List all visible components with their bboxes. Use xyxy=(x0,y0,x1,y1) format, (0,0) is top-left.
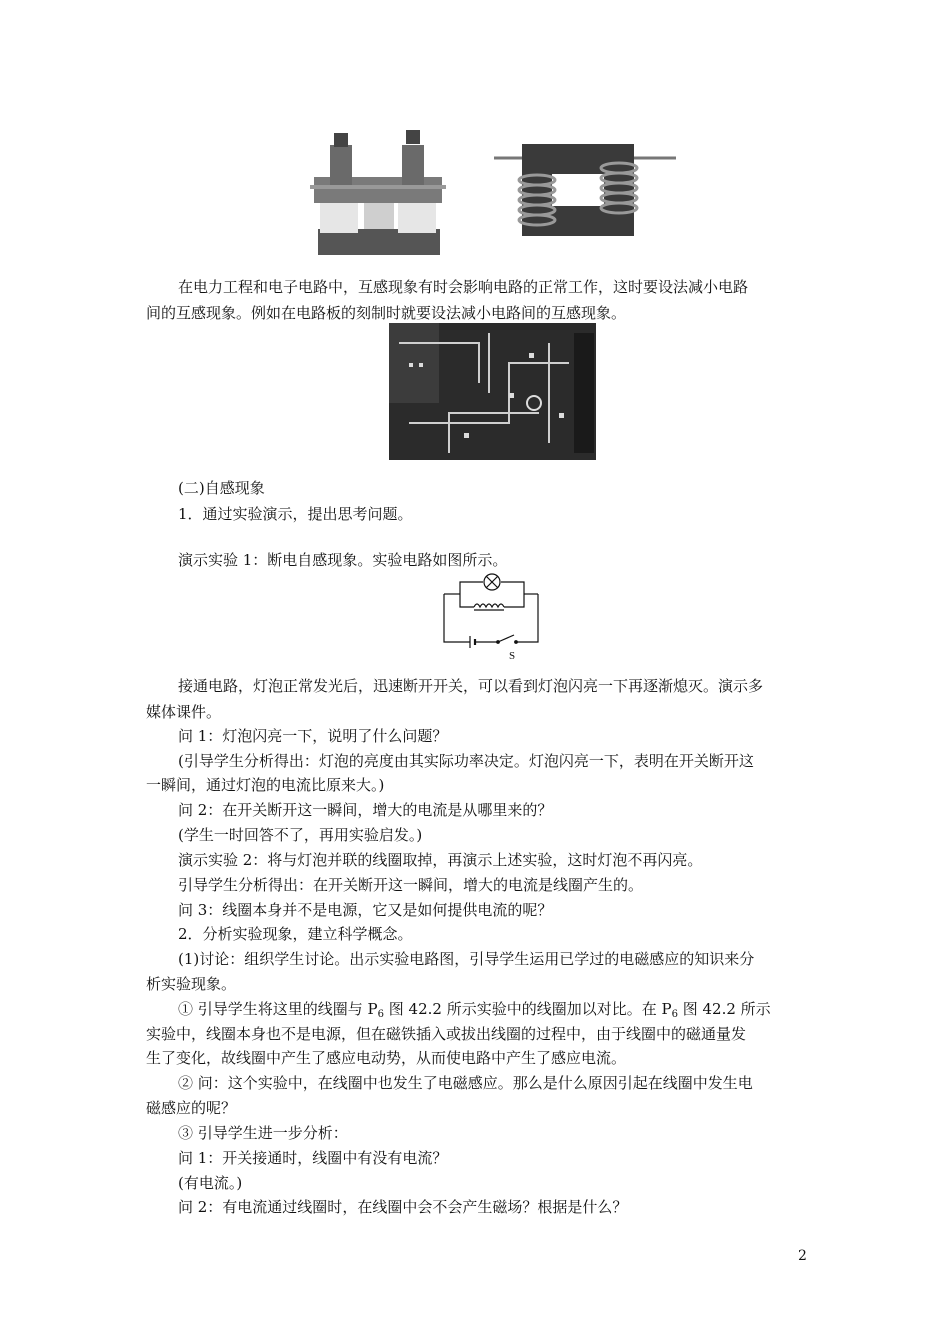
list-item: 1．通过实验演示，提出思考问题。 xyxy=(178,505,413,523)
body-line xyxy=(178,999,771,1025)
page-number: 2 xyxy=(798,1248,807,1264)
body-line: 问 2：在开关断开这一瞬间，增大的电流是从哪里来的？ xyxy=(178,801,553,819)
body-line: (1)讨论：组织学生讨论。出示实验电路图，引导学生运用已学过的电磁感应的知识来分 xyxy=(178,950,755,968)
body-line: 媒体课件。 xyxy=(146,703,222,721)
body-line: ② 问：这个实验中，在线圈中也发生了电磁感应。那么是什么原因引起在线圈中发生电 xyxy=(178,1074,753,1092)
text-span: 图 42.2 所示 xyxy=(677,1000,771,1018)
circuit-diagram xyxy=(440,572,544,662)
body-line: 2．分析实验现象，建立科学概念。 xyxy=(178,925,413,943)
subscript: 6 xyxy=(377,1009,385,1020)
body-line: 一瞬间，通过灯泡的电流比原来大。) xyxy=(146,776,385,794)
paragraph-line: 间的互感现象。例如在电路板的刻制时就要设法减小电路间的互感现象。 xyxy=(146,304,627,322)
body-line: 引导学生分析得出：在开关断开这一瞬间，增大的电流是线圈产生的。 xyxy=(178,876,644,894)
coil-core-photo xyxy=(494,138,676,240)
switch-label: S xyxy=(509,650,516,662)
body-line: (有电流。) xyxy=(178,1174,243,1192)
section-heading: (二)自感现象 xyxy=(178,479,265,497)
demo-caption: 演示实验 1：断电自感现象。实验电路如图所示。 xyxy=(178,551,508,569)
body-line: 磁感应的呢？ xyxy=(146,1099,237,1117)
subscript: 6 xyxy=(671,1009,678,1020)
body-line: 问 1：开关接通时，线圈中有没有电流？ xyxy=(178,1149,448,1167)
text-span: ① 引导学生将这里的线圈与 P xyxy=(178,1000,378,1018)
circuit-board-photo xyxy=(389,323,596,460)
body-line: 演示实验 2：将与灯泡并联的线圈取掉，再演示上述实验，这时灯泡不再闪亮。 xyxy=(178,851,703,869)
body-line: (引导学生分析得出：灯泡的亮度由其实际功率决定。灯泡闪亮一下，表明在开关断开这 xyxy=(178,752,754,770)
paragraph-line: 在电力工程和电子电路中，互感现象有时会影响电路的正常工作，这时要设法减小电路 xyxy=(178,278,749,296)
body-line: 实验中，线圈本身也不是电源，但在磁铁插入或拔出线圈的过程中，由于线圈中的磁通量发 xyxy=(146,1025,747,1043)
body-line: (学生一时回答不了，再用实验启发。) xyxy=(178,826,423,844)
body-line: 问 1：灯泡闪亮一下，说明了什么问题？ xyxy=(178,727,448,745)
body-line: 问 3：线圈本身并不是电源，它又是如何提供电流的呢？ xyxy=(178,901,553,919)
body-line: 析实验现象。 xyxy=(146,975,237,993)
text-span: 图 42.2 所示实验中的线圈加以对比。在 P xyxy=(384,1000,672,1018)
transformer-device-photo xyxy=(310,125,446,261)
body-line: 接通电路，灯泡正常发光后，迅速断开开关，可以看到灯泡闪亮一下再逐渐熄灭。演示多 xyxy=(178,677,764,695)
body-line: 问 2：有电流通过线圈时，在线圈中会不会产生磁场？根据是什么？ xyxy=(178,1198,628,1216)
body-line: 生了变化，故线圈中产生了感应电动势，从而使电路中产生了感应电流。 xyxy=(146,1049,627,1067)
body-line: ③ 引导学生进一步分析： xyxy=(178,1124,348,1142)
